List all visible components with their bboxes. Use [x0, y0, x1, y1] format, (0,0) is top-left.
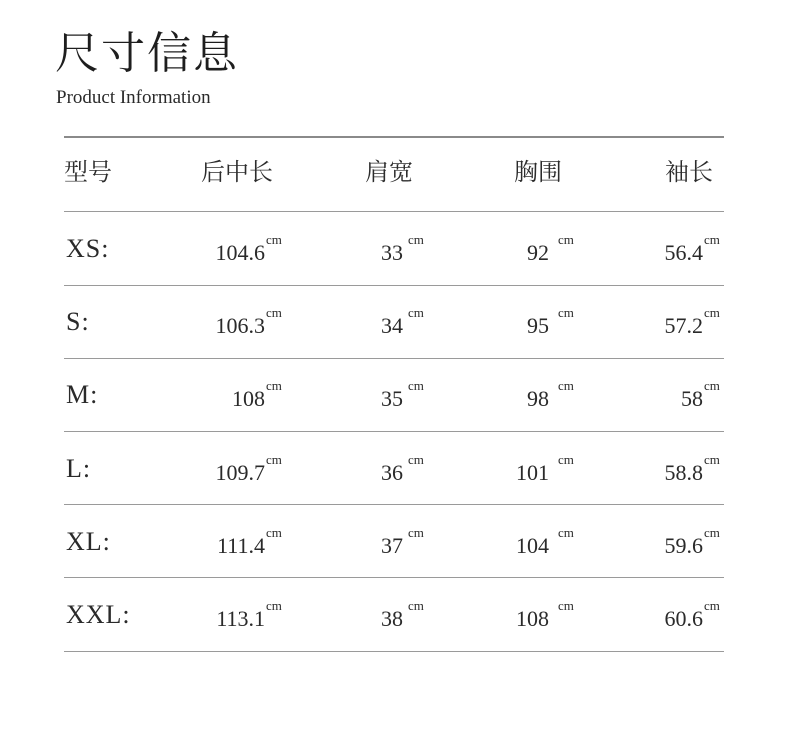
page-subtitle: Product Information [56, 87, 211, 108]
unit-label: cm [266, 378, 282, 394]
column-header-size: 型号 [64, 158, 112, 186]
unit-label: cm [408, 378, 424, 394]
measurement-value: 33 [381, 240, 403, 265]
unit-label: cm [704, 378, 720, 394]
unit-label: cm [408, 305, 424, 321]
measurement-value: 108 [516, 606, 549, 631]
unit-label: cm [704, 305, 720, 321]
measurement-value: 101 [516, 459, 549, 485]
unit-label: cm [558, 232, 574, 247]
table-row [64, 578, 724, 651]
measurement-value: 36 [381, 459, 403, 485]
column-header-shoulder-width: 肩宽 [365, 158, 413, 186]
unit-label: cm [408, 451, 424, 467]
unit-label: cm [408, 524, 424, 540]
measurement-value: 98 [527, 386, 549, 412]
unit-label: cm [558, 378, 574, 394]
unit-label: cm [558, 305, 574, 321]
measurement-value: 109.7 [215, 459, 265, 485]
measurement-value: 34 [381, 313, 403, 339]
size-label: S: [66, 307, 90, 337]
unit-label: cm [266, 598, 282, 613]
table-row [64, 285, 724, 358]
table-row [64, 358, 724, 431]
unit-label: cm [704, 451, 720, 467]
table-row [64, 212, 724, 285]
table-header-row [64, 136, 724, 209]
column-header-sleeve-length: 袖长 [665, 158, 713, 186]
unit-label: cm [266, 305, 282, 321]
unit-label: cm [408, 232, 424, 247]
column-header-back-length: 后中长 [201, 158, 273, 186]
column-header-chest: 胸围 [514, 158, 562, 186]
unit-label: cm [704, 232, 720, 247]
size-label: M: [66, 380, 99, 410]
size-label: XXL: [66, 600, 131, 629]
table-row [64, 505, 724, 578]
measurement-value: 111.4 [217, 532, 265, 558]
size-label: XL: [66, 526, 111, 556]
measurement-value: 56.4 [664, 240, 703, 265]
unit-label: cm [558, 598, 574, 613]
unit-label: cm [266, 451, 282, 467]
measurement-value: 113.1 [216, 606, 265, 631]
measurement-value: 37 [381, 532, 403, 558]
unit-label: cm [704, 524, 720, 540]
row-divider [64, 651, 724, 652]
unit-label: cm [704, 598, 720, 613]
measurement-value: 58.8 [664, 459, 703, 485]
measurement-value: 58 [681, 386, 703, 412]
size-label: L: [66, 453, 92, 483]
unit-label: cm [266, 524, 282, 540]
size-label: XS: [66, 234, 110, 263]
page-title: 尺寸信息 [55, 28, 239, 79]
measurement-value: 95 [527, 313, 549, 339]
unit-label: cm [558, 524, 574, 540]
measurement-value: 104.6 [215, 240, 265, 265]
measurement-value: 57.2 [664, 313, 703, 339]
unit-label: cm [558, 451, 574, 467]
measurement-value: 59.6 [664, 532, 703, 558]
measurement-value: 92 [527, 240, 549, 265]
measurement-value: 104 [516, 532, 549, 558]
table-row [64, 432, 724, 505]
measurement-value: 35 [381, 386, 403, 412]
measurement-value: 38 [381, 606, 403, 631]
unit-label: cm [408, 598, 424, 613]
measurement-value: 106.3 [215, 313, 265, 339]
measurement-value: 108 [232, 386, 265, 412]
measurement-value: 60.6 [664, 606, 703, 631]
unit-label: cm [266, 232, 282, 247]
